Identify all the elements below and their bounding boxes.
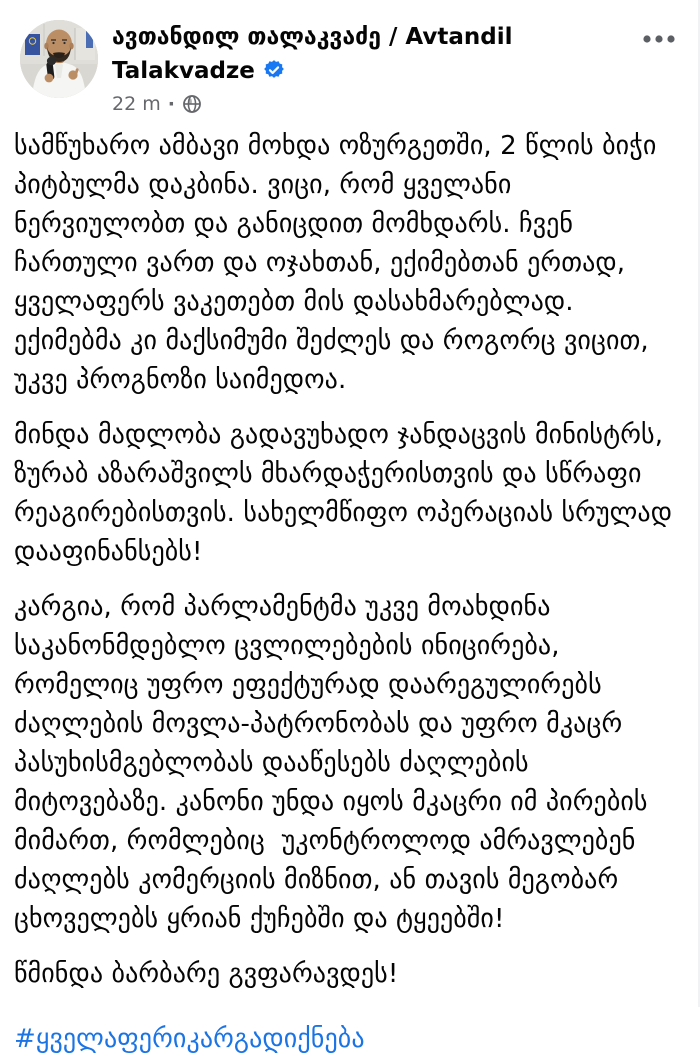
avatar-photo — [20, 20, 98, 98]
more-options-button[interactable] — [636, 20, 682, 58]
meta-separator: · — [167, 93, 175, 115]
post-header — [0, 0, 698, 123]
timestamp[interactable]: 22 m — [112, 93, 161, 115]
post-body — [0, 123, 698, 1059]
post-paragraph: სამწუხარო ამბავი მოხდა ოზურგეთში, 2 წლის ბიჭი პიტბულმა დაკბინა. ვიცი, რომ ყველანი ნერვიულობთ და განიცდით მომხდარს. ჩვენ ჩართული ვართ და ოჯახთან, ექიმებთან ერთად, ყველაფერს ვაკეთებთ მის დასახმარებლად. ექიმებმა კი მაქსიმუმი შეძლეს და როგორც ვიცით, უკვე პროგნოზი საიმედოა. — [14, 131, 665, 395]
post-paragraph: წმინდა ბარბარე გვფარავდეს! — [14, 959, 399, 989]
hashtag-line — [14, 1020, 684, 1059]
three-dots-icon — [642, 34, 676, 44]
avatar[interactable] — [20, 20, 98, 98]
verified-badge-icon — [263, 57, 285, 79]
author-name[interactable] — [112, 20, 607, 88]
post-paragraph: მინდა მადლობა გადავუხადო ჯანდაცვის მინისტრს, ზურაბ აზარაშვილს მხარდაჭერისთვის და სწრაფი რეაგირებისთვის. სახელმწიფო ოპერაციას სრულად დააფინანსებს! — [14, 420, 681, 567]
author-name-text: ავთანდილ თალაკვაძე / Avtandil Talakvadze — [112, 24, 513, 84]
header-text — [112, 20, 636, 115]
post-paragraph: კარგია, რომ პარლამენტმა უკვე მოახდინა საკანონმდებლო ცვლილებების ინიცირება, რომელიც უფრო ეფექტურად დაარეგულირებს ძაღლების მოვლა-პატრონობას და უფრო მკაცრ პასუხისმგებლობას დააწესებს ძაღლების მიტოვებაზე. კანონი უნდა იყოს მკაცრი იმ პირების მიმართ, რომლებიც უკონტროლოდ ამრავლებენ ძაღლებს კომერციის მიზნით, ან თავის მეგობარ ცხოველებს ყრიან ქუჩებში და ტყეებში! — [14, 592, 656, 934]
post-meta — [112, 93, 636, 115]
hashtag-link[interactable]: #ყველაფერიკარგადიქნება — [14, 1024, 365, 1054]
globe-icon — [182, 94, 202, 114]
